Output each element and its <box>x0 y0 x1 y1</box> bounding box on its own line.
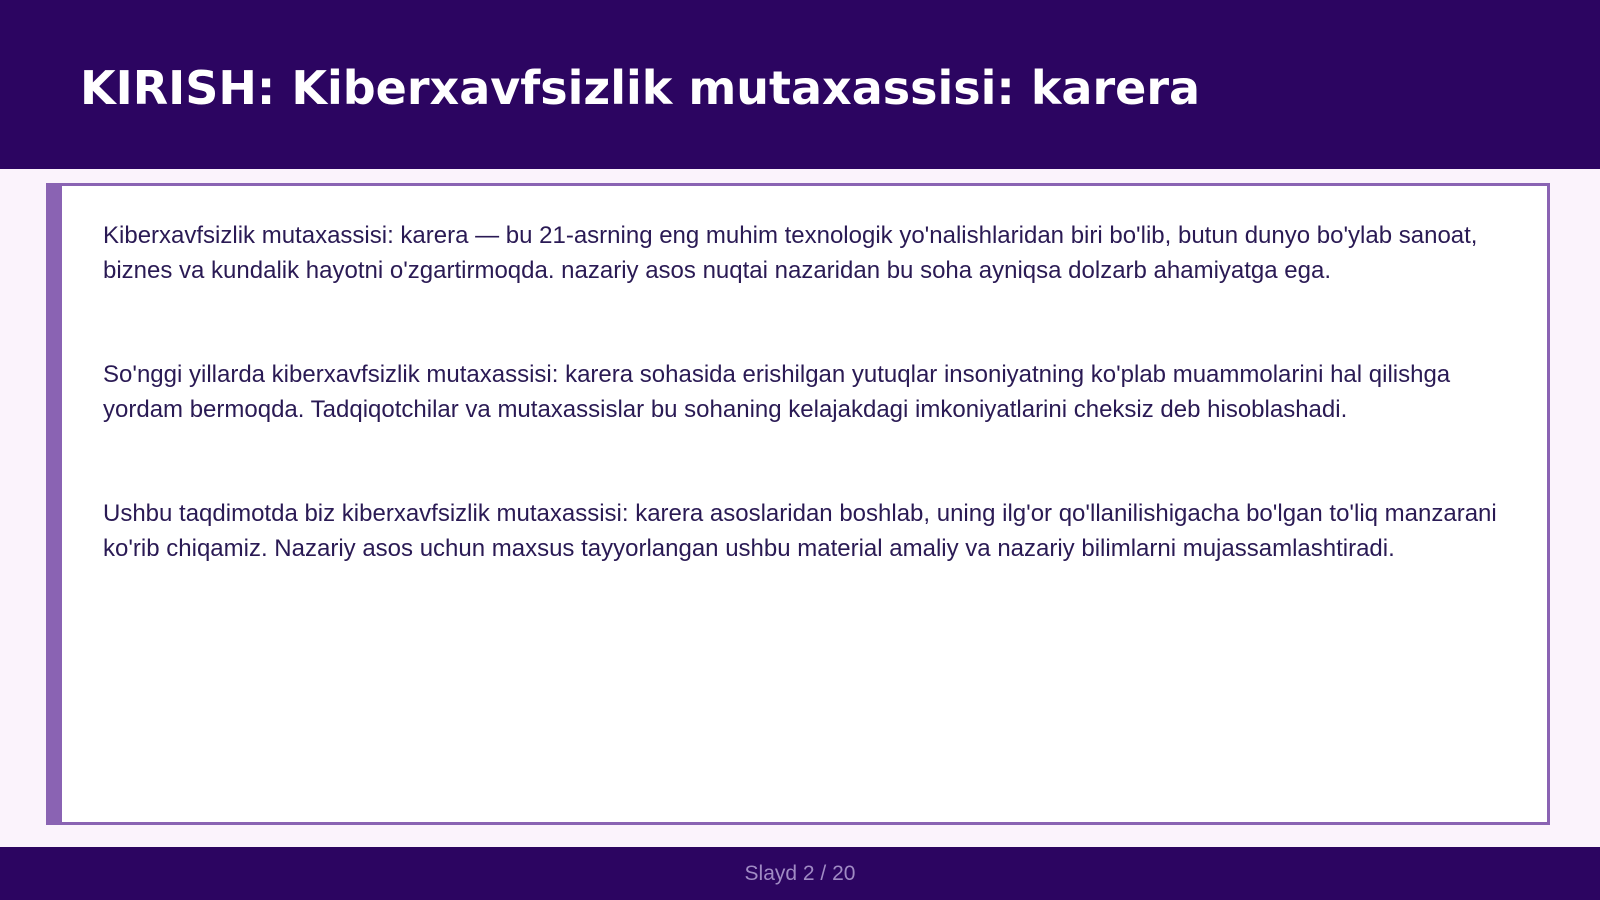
slide-counter: Slayd 2 / 20 <box>744 862 856 885</box>
slide-header <box>0 0 1600 169</box>
slide-footer <box>0 847 1600 900</box>
content-card <box>46 183 1550 825</box>
paragraph-overview: Ushbu taqdimotda biz kiberxavfsizlik mutaxassisi: karera asoslaridan boshlab, uning ilg'or qo'llanilishigacha bo'lgan to'liq manzarani ko'rib chiqamiz. Nazariy asos uchun maxsus tayyorlangan ushbu material amaliy va nazariy bilimlarni mujassamlashtiradi. <box>103 500 1497 562</box>
paragraph-achievements: So'nggi yillarda kiberxavfsizlik mutaxassisi: karera sohasida erishilgan yutuqlar insoniyatning ko'plab muammolarini hal qilishga yordam bermoqda. Tadqiqotchilar va mutaxassislar bu sohaning kelajakdagi imkoniyatlarini cheksiz deb hisoblashadi. <box>103 361 1451 423</box>
paragraph-intro: Kiberxavfsizlik mutaxassisi: karera — bu 21-asrning eng muhim texnologik yo'nalishlaridan biri bo'lib, butun dunyo bo'ylab sanoat, biznes va kundalik hayotni o'zgartirmoqda. nazariy asos nuqtai nazaridan bu soha ayniqsa dolzarb ahamiyatga ega. <box>103 222 1478 284</box>
slide-title: KIRISH: Kiberxavfsizlik mutaxassisi: karera <box>80 61 1201 115</box>
